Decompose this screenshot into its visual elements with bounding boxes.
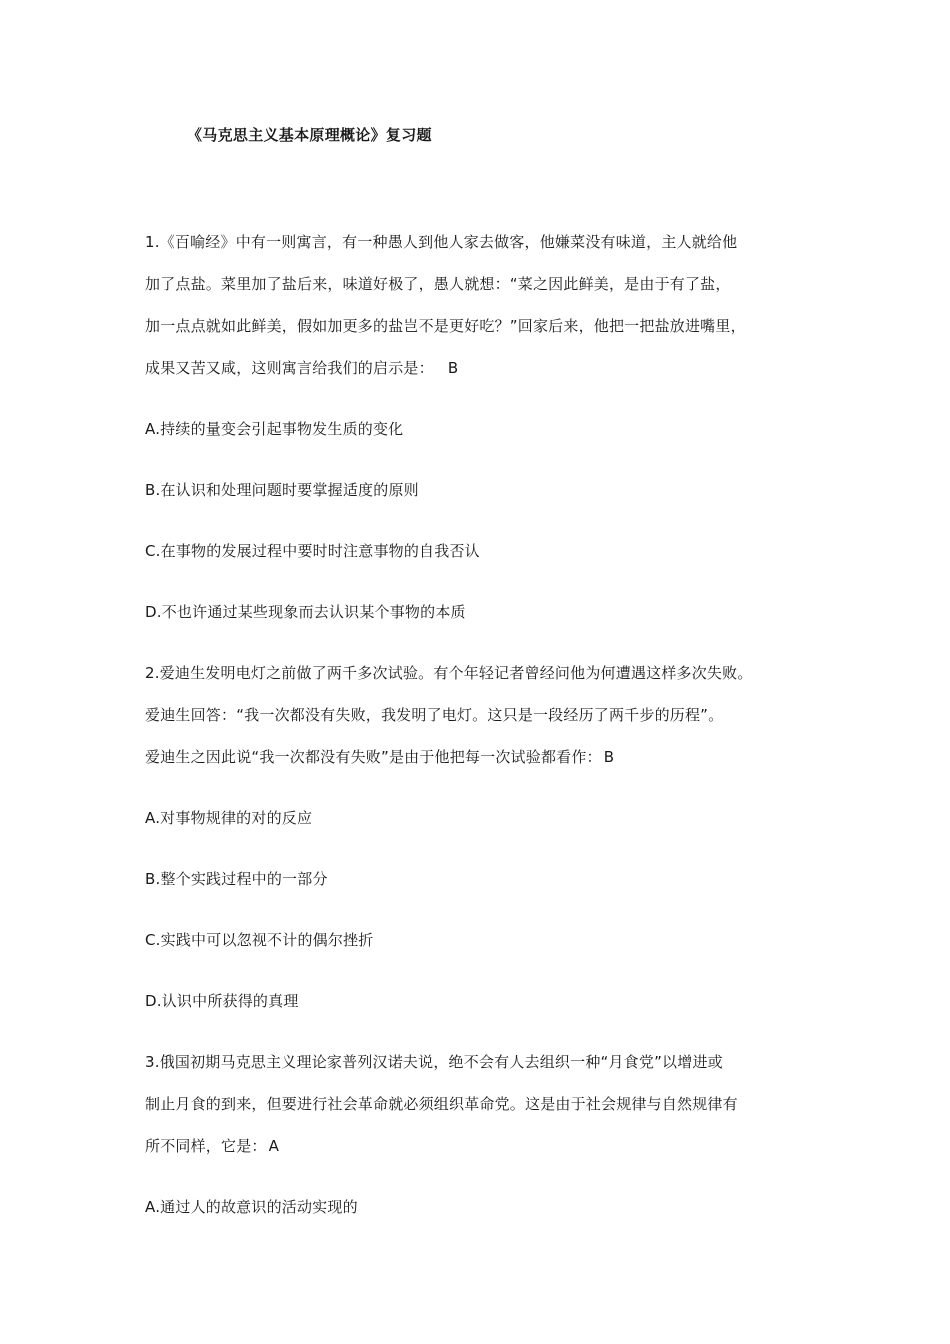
document-title: 《马克思主义基本原理概论》复习题 [187,126,432,144]
question-3-line-2: 制止月食的到来，但要进行社会革命就必须组织革命党。这是由于社会规律与自然规律有 [145,1095,738,1113]
question-3-line-3-text: 所不同样，它是： [145,1137,267,1155]
question-2-line-3-text: 爱迪生之因此说“我一次都没有失败”是由于他把每一次试验都看作： [145,748,602,766]
question-1-line-2: 加了点盐。菜里加了盐后来，味道好极了，愚人就想：“菜之因此鲜美，是由于有了盐， [145,275,731,293]
question-2-option-b: B.整个实践过程中的一部分 [145,870,328,888]
question-1-line-4-text: 成果又苦又咸，这则寓言给我们的启示是： [145,359,434,377]
question-2-line-3 [145,746,614,767]
question-1-option-d: D.不也许通过某些现象而去认识某个事物的本质 [145,603,466,621]
question-1-line-3: 加一点点就如此鲜美，假如加更多的盐岂不是更好吃？”回家后来，他把一把盐放进嘴里， [145,317,746,335]
question-2-line-2: 爱迪生回答：“我一次都没有失败，我发明了电灯。这只是一段经历了两千步的历程”。 [145,706,724,724]
question-2-option-d: D.认识中所获得的真理 [145,992,299,1010]
question-1-option-c: C.在事物的发展过程中要时时注意事物的自我否认 [145,542,480,560]
question-3-option-a: A.通过人的故意识的活动实现的 [145,1198,358,1216]
question-1-answer: B [447,359,459,377]
question-3-line-1: 3.俄国初期马克思主义理论家普列汉诺夫说，绝不会有人去组织一种“月食党”以增进或 [145,1053,723,1071]
question-3-line-3 [145,1135,279,1156]
question-2-line-1: 2.爱迪生发明电灯之前做了两千多次试验。有个年轻记者曾经问他为何遭遇这样多次失败。 [145,664,753,682]
question-2-option-a: A.对事物规律的对的反应 [145,809,313,827]
question-1-line-1: 1.《百喻经》中有一则寓言，有一种愚人到他人家去做客，他嫌菜没有味道，主人就给他 [145,233,738,251]
question-1-option-b: B.在认识和处理问题时要掌握适度的原则 [145,481,419,499]
question-1-option-a: A.持续的量变会引起事物发生质的变化 [145,420,404,438]
question-1-line-4 [145,357,458,378]
question-2-option-c: C.实践中可以忽视不计的偶尔挫折 [145,931,374,949]
question-3-answer: A [268,1137,280,1155]
question-2-answer: B [603,748,615,766]
